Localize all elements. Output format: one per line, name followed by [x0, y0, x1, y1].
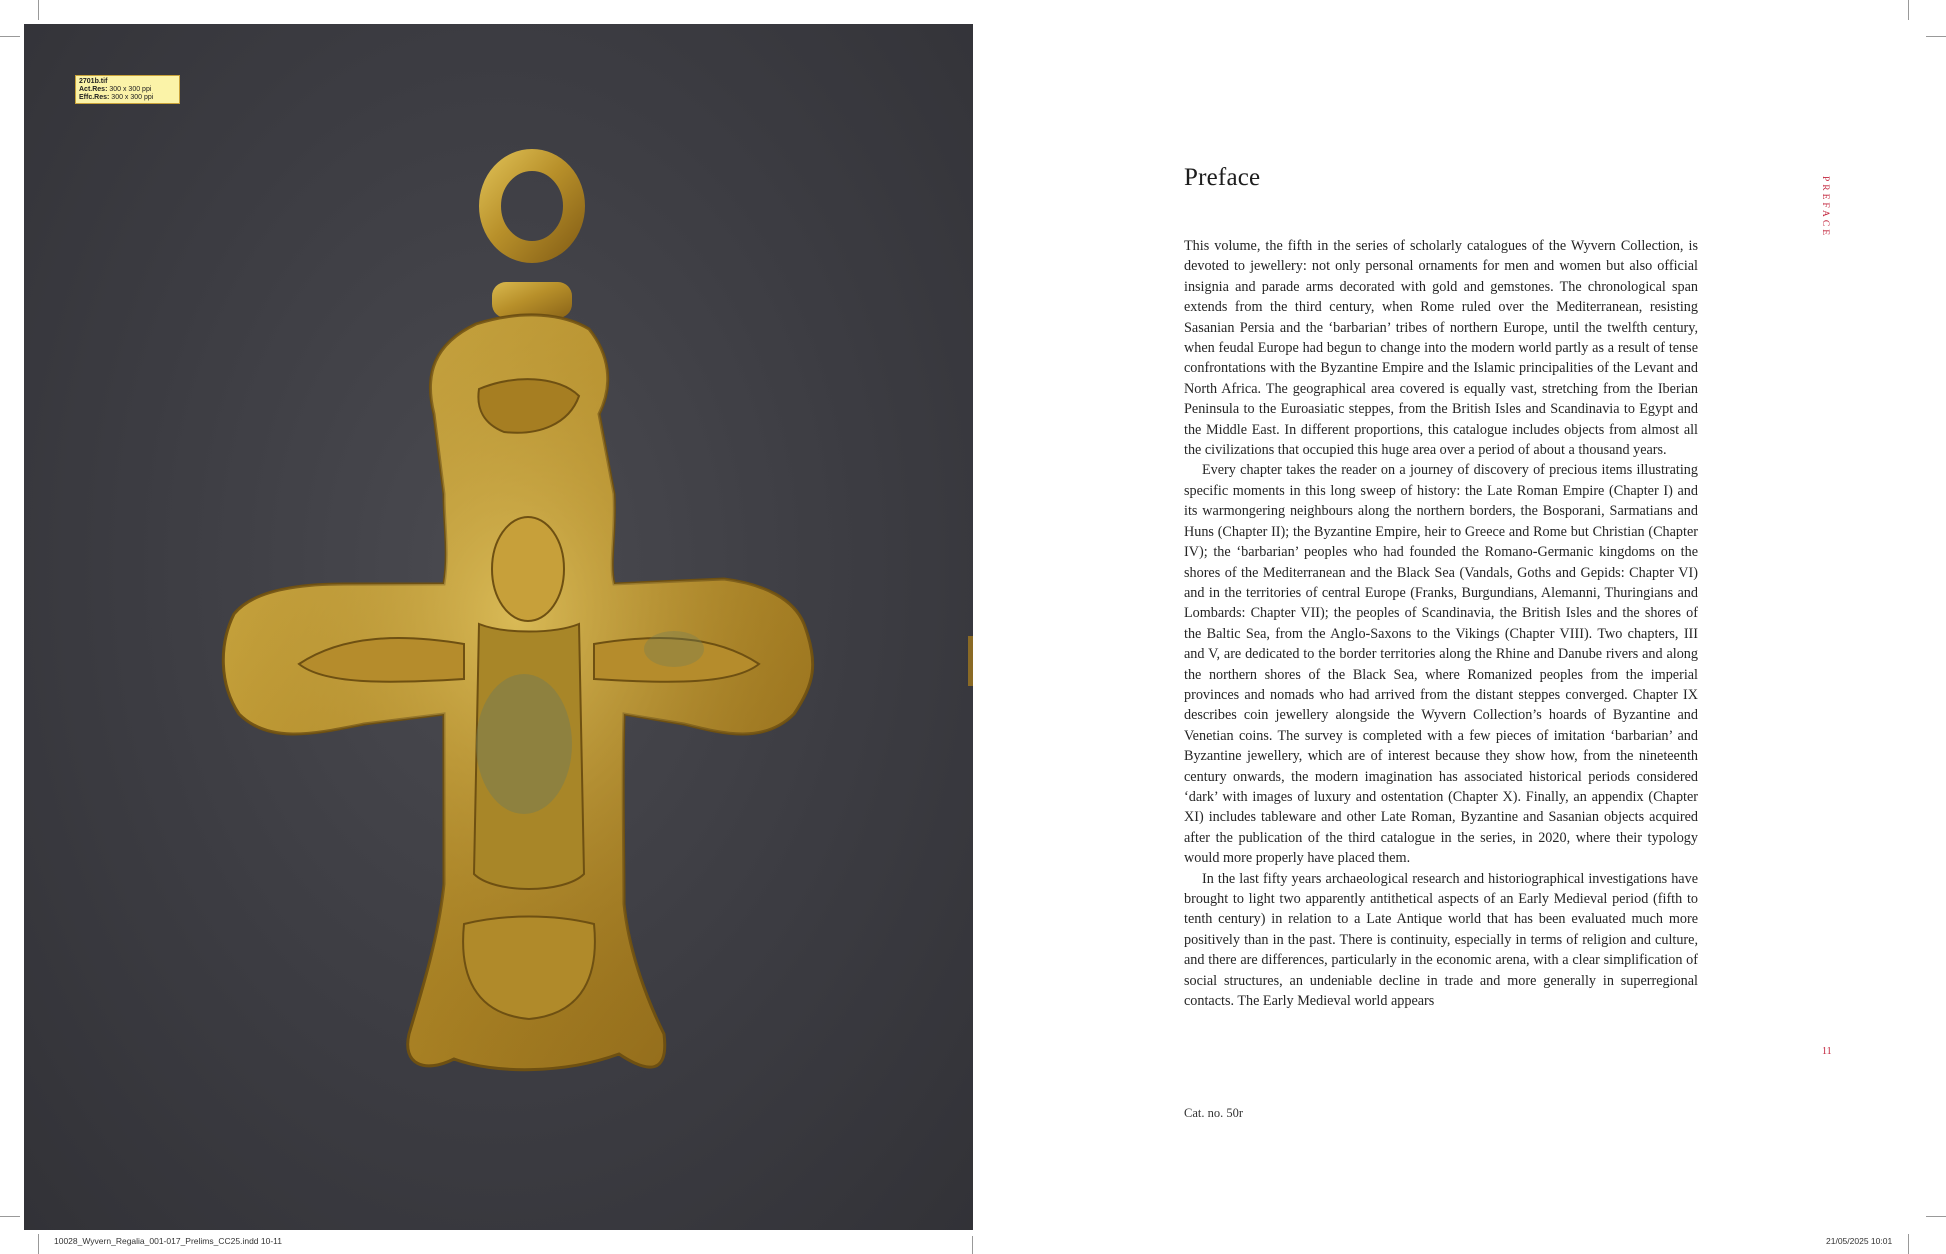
link-filename: 2701b.tif	[79, 78, 108, 85]
crop-mark	[0, 36, 20, 37]
crop-mark	[1908, 1234, 1909, 1254]
crop-mark	[38, 0, 39, 20]
image-caption: Cat. no. 50r	[1184, 1106, 1244, 1120]
link-act-label: Act.Res:	[79, 86, 108, 93]
suspension-loop	[490, 160, 574, 252]
page-number: 11	[1822, 1046, 1832, 1057]
link-eff-label: Effc.Res:	[79, 94, 110, 101]
running-head: PREFACE	[1820, 176, 1830, 239]
crop-mark	[1908, 0, 1909, 20]
crop-mark	[0, 1216, 20, 1217]
crop-mark	[38, 1234, 39, 1254]
link-act-value: 300 x 300 ppi	[109, 86, 152, 93]
link-eff-value: 300 x 300 ppi	[111, 94, 154, 101]
gutter-image-sliver	[968, 636, 973, 686]
body-text	[1184, 236, 1698, 1011]
slug-timestamp: 21/05/2025 10:01	[1826, 1236, 1893, 1246]
paragraph: Every chapter takes the reader on a journey of discovery of precious items illustrating specific moments in this long sweep of history: the Late Roman Empire (Chapter I) and its warmongering neighbours along the northern borders, the Bosporani, Sarmatians and Huns (Chapter II); the Byzantine Empire, heir to Greece and Rome but Christian (Chapter IV); the ‘barbarian’ peoples who had founded the Romano-Germanic kingdoms on the shores of the Mediterranean and the Black Sea (Vandals, Goths and Gepids: Chapter VI) and in the territories of central Europe (Franks, Burgundians, Alemanni, Thuringians and Lombards: Chapter VII); the peoples of Scandinavia, the British Isles and the shores of the Baltic Sea, from the Anglo-Saxons to the Vikings (Chapter VIII). Two chapters, III and V, are dedicated to the border territories along the Rhine and Danube rivers and along the northern shores of the Black Sea, where Romanized peoples from the imperial provinces and nomads who had arrived from the distant steppes converged. Chapter IX describes coin jewellery alongside the Wyvern Collection’s hoards of Byzantine and Venetian coins. The survey is completed with a few pieces of imitation ‘barbarian’ and Byzantine jewellery, which are of interest because they show how, from the nineteenth century onwards, the modern imagination has associated historical periods considered ‘dark’ with images of luxury and ostentation (Chapter X). Finally, an appendix (Chapter XI) includes tableware and other Late Roman, Byzantine and Sasanian objects acquired after the publication of the third catalogue in the series, in 2020, where their typology would more properly have placed them.	[1184, 462, 1698, 867]
patina	[644, 631, 704, 667]
figure-head	[492, 517, 564, 621]
hinge	[492, 282, 572, 318]
crop-mark	[972, 1236, 973, 1254]
paragraph: In the last fifty years archaeological research and historiographical investigations have brought to light two apparently antithetical aspects of an Early Medieval period (fifth to tenth century) in relation to a Late Antique world that has been evaluated much more positively than in the past. There is continuity, especially in terms of religion and culture, and there are differences, particularly in the economic arena, with a clear simplification of social structures, an undeniable decline in trade and more generally in superregional contacts. The Early Medieval world appears	[1184, 870, 1698, 1010]
slug-file-info: 10028_Wyvern_Regalia_001-017_Prelims_CC25.indd 10-11	[54, 1236, 282, 1246]
crop-mark	[1926, 36, 1946, 37]
page-title: Preface	[1184, 164, 1261, 191]
crop-mark	[1926, 1216, 1946, 1217]
paragraph: This volume, the fifth in the series of scholarly catalogues of the Wyvern Collection, is devoted to jewellery: not only personal ornaments for men and women but also official insignia and parade arms decorated with gold and gemstones. The chronological span extends from the third century, when Rome ruled over the Mediterranean, resisting Sasanian Persia and the ‘barbarian’ tribes of northern Europe, until the twelfth century, when feudal Europe had begun to change into the modern world partly as a result of tense confrontations with the Byzantine Empire and the Islamic principalities of the Levant and North Africa. The geographical area covered is equally vast, stretching from the Iberian Peninsula to the Euroasiatic steppes, from the British Isles and Scandinavia to Egypt and the Middle East. In different proportions, this catalogue includes objects from almost all the civilizations that occupied this huge area over a period of about a thousand years.	[1184, 238, 1698, 459]
patina	[476, 674, 572, 814]
image-link-info	[75, 75, 180, 104]
cross-pendant-photo	[24, 24, 973, 1230]
cross-pendant-image	[24, 24, 973, 1230]
